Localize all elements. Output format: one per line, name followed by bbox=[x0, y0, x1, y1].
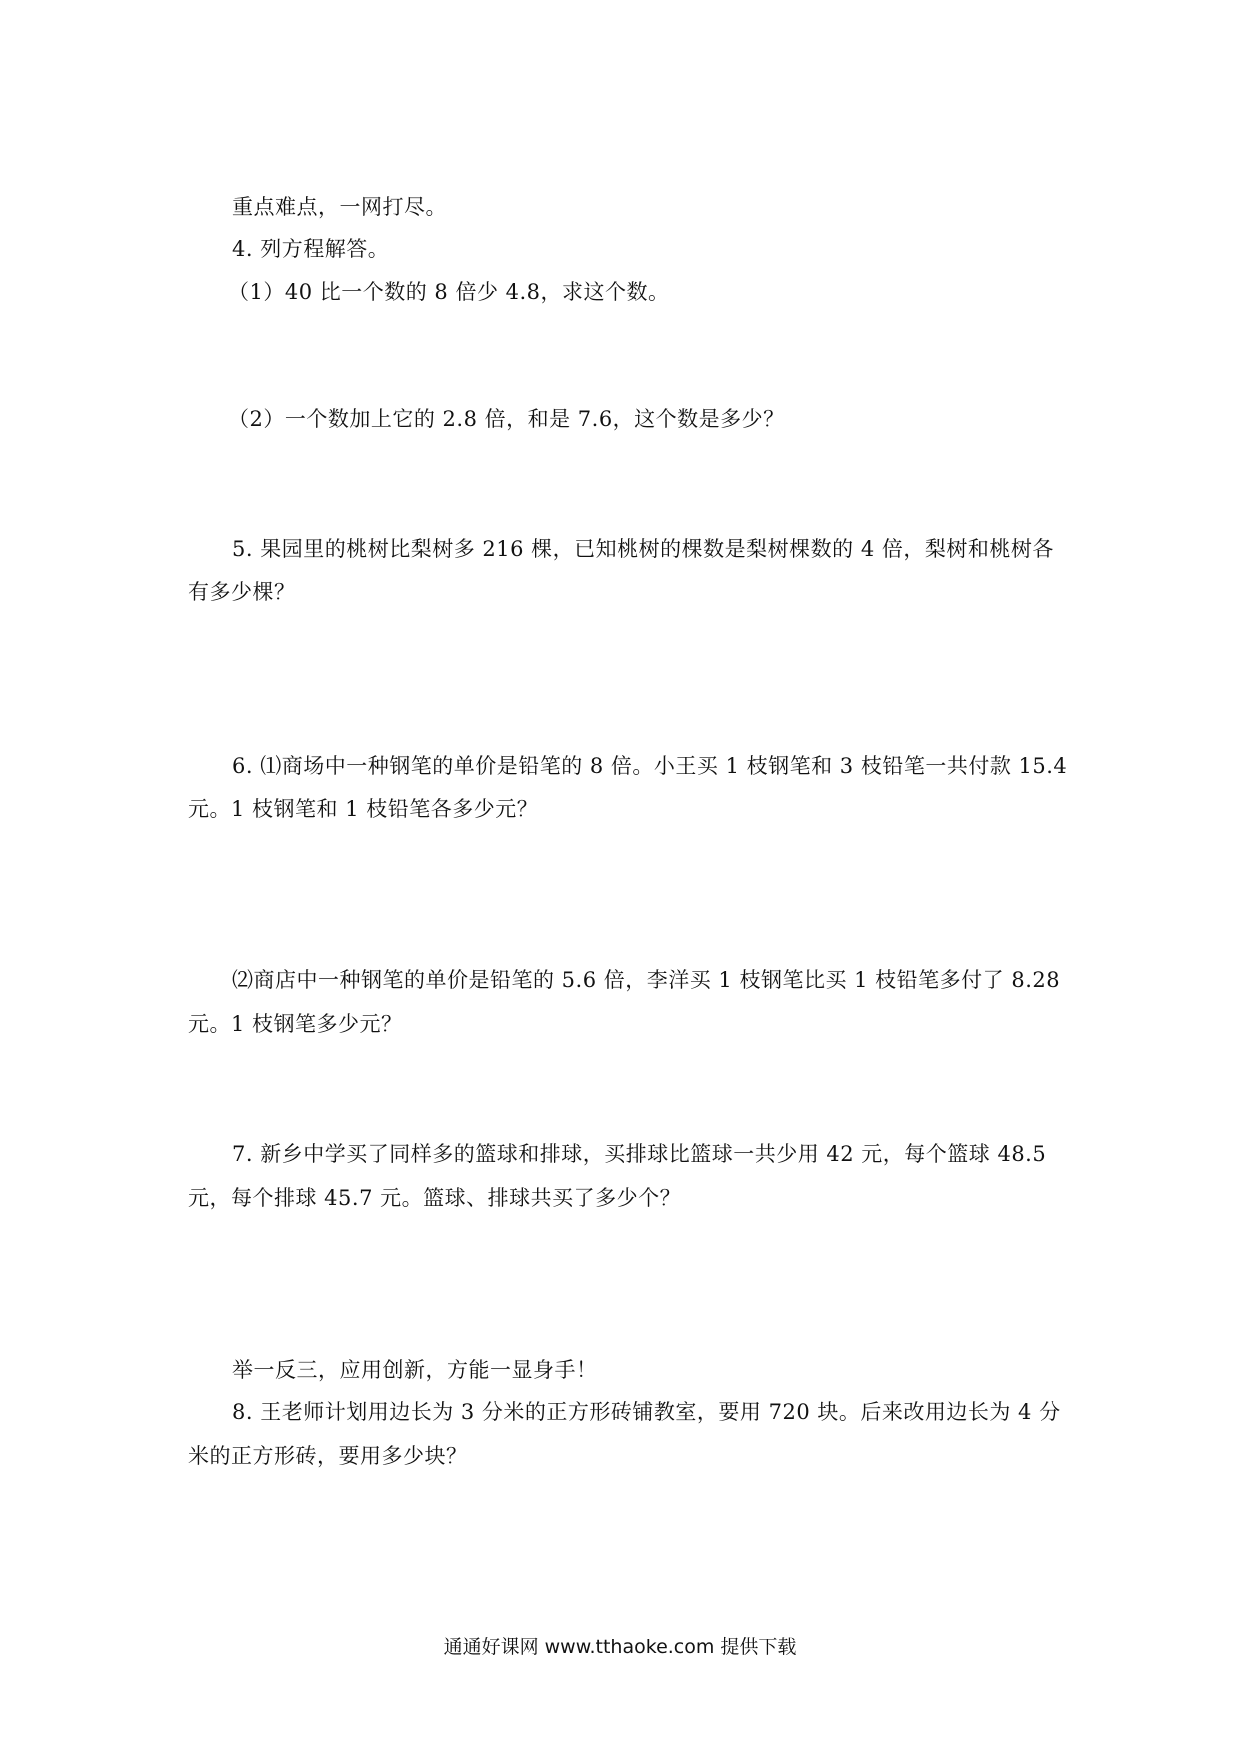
question-8-line-2: 米的正方形砖，要用多少块？ bbox=[188, 1444, 468, 1468]
section-heading-apply-innovate: 举一反三，应用创新，方能一显身手！ bbox=[232, 1358, 598, 1382]
question-5-line-2: 有多少棵？ bbox=[188, 580, 296, 604]
question-6-part-1-line-1: 6. ⑴商场中一种钢笔的单价是铅笔的 8 倍。小王买 1 枝钢笔和 3 枝铅笔一共付款 15.4 bbox=[232, 754, 1068, 778]
page-footer: 通通好课网 www.tthaoke.com 提供下载 bbox=[443, 1636, 797, 1658]
section-heading-key-points: 重点难点，一网打尽。 bbox=[232, 195, 447, 219]
question-7-line-2: 元，每个排球 45.7 元。篮球、排球共买了多少个？ bbox=[188, 1186, 682, 1210]
question-5-line-1: 5. 果园里的桃树比梨树多 216 棵，已知桃树的棵数是梨树棵数的 4 倍，梨树和桃树各 bbox=[232, 537, 1054, 561]
question-6-part-2-line-1: ⑵商店中一种钢笔的单价是铅笔的 5.6 倍，李洋买 1 枝钢笔比买 1 枝铅笔多付了 8.28 bbox=[232, 968, 1061, 992]
question-8-line-1: 8. 王老师计划用边长为 3 分米的正方形砖铺教室，要用 720 块。后来改用边长为 4 分 bbox=[232, 1400, 1061, 1424]
question-4-part-2: （2）一个数加上它的 2.8 倍，和是 7.6，这个数是多少？ bbox=[228, 407, 785, 431]
question-4-title: 4. 列方程解答。 bbox=[232, 237, 390, 261]
question-6-part-1-line-2: 元。1 枝钢笔和 1 枝铅笔各多少元？ bbox=[188, 797, 539, 821]
question-4-part-1: （1）40 比一个数的 8 倍少 4.8，求这个数。 bbox=[228, 280, 670, 304]
question-6-part-2-line-2: 元。1 枝钢笔多少元？ bbox=[188, 1012, 403, 1036]
question-7-line-1: 7. 新乡中学买了同样多的篮球和排球，买排球比篮球一共少用 42 元，每个篮球 48.5 bbox=[232, 1142, 1047, 1166]
